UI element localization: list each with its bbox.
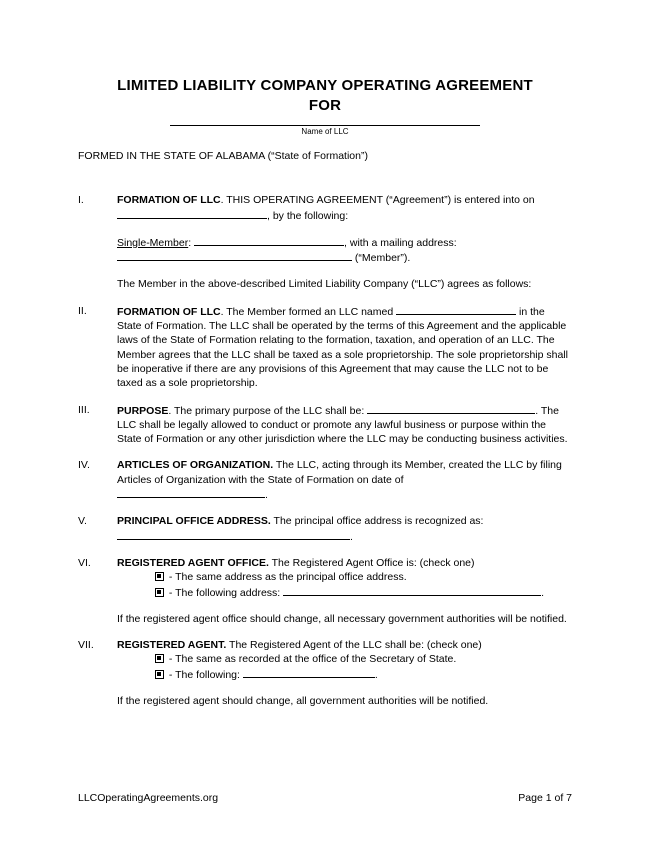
section-text: . The Member formed an LLC named xyxy=(220,305,397,318)
paragraph xyxy=(117,458,572,502)
section-numeral: IV. xyxy=(78,459,90,472)
name-of-llc-caption: Name of LLC xyxy=(301,127,349,136)
paragraph xyxy=(117,514,572,544)
section-numeral: VI. xyxy=(78,556,91,569)
section-heading: PRINCIPAL OFFICE ADDRESS. xyxy=(117,515,271,528)
option-label: - The following address: xyxy=(166,586,284,599)
option-label: - The same address as the principal office address. xyxy=(166,571,407,584)
section-text: . xyxy=(350,530,353,543)
option-same-as-secretary-of-state xyxy=(117,652,572,666)
section-heading: REGISTERED AGENT OFFICE. xyxy=(117,556,269,569)
section-text: : xyxy=(188,236,195,249)
llc-name-blank[interactable] xyxy=(396,304,516,315)
section-text: . The LLC shall be legally allowed to conduct or promote any lawful business or purpose within the State of Formation or any other jurisdiction where the LLC may be conducting business activities. xyxy=(117,404,568,446)
section-i-formation-of-llc xyxy=(78,193,572,291)
articles-filing-date-blank[interactable] xyxy=(117,487,265,498)
paragraph xyxy=(117,403,572,447)
option-following-agent xyxy=(117,667,572,682)
section-ii-formation-of-llc xyxy=(78,304,572,391)
section-text: , by the following: xyxy=(267,209,349,222)
section-heading: FORMATION OF LLC xyxy=(117,305,221,318)
title-line-2: FOR xyxy=(308,97,342,114)
section-text: (“Member”). xyxy=(352,252,411,265)
option-label: . xyxy=(374,668,378,681)
document-title xyxy=(78,76,572,116)
section-text: The Registered Agent Office is: (check one) xyxy=(268,556,475,569)
section-heading: REGISTERED AGENT. xyxy=(117,639,227,652)
section-iv-articles-of-organization xyxy=(78,458,572,502)
checkbox-icon[interactable] xyxy=(155,654,164,663)
mailing-address-blank[interactable] xyxy=(117,250,352,261)
paragraph: If the registered agent should change, all government authorities will be notified. xyxy=(117,695,489,708)
agreement-date-blank[interactable] xyxy=(117,208,267,219)
checkbox-icon[interactable] xyxy=(155,572,164,581)
paragraph xyxy=(117,235,572,266)
option-same-as-principal-office xyxy=(117,570,572,584)
state-of-formation-line: FORMED IN THE STATE OF ALABAMA (“State of Formation”) xyxy=(78,150,368,162)
section-heading: FORMATION OF LLC xyxy=(117,194,221,207)
section-numeral: V. xyxy=(78,515,87,528)
section-text: The LLC, acting through its Member, created the LLC by filing Articles of Organization with the State of Formation on date of xyxy=(117,459,562,486)
section-text: in the State of Formation. The LLC shall be operated by the terms of this Agreement and the applicable laws of the State of Formation relating to the formation, taxation, and operation of an LLC. The Member agrees that the LLC shall be taxed as a sole proprietorship. The sole proprietorship shall be inoperative if there are any provisions of this Agreement that may cause the LLC not to be taxed as a sole proprietorship. xyxy=(117,305,568,390)
section-numeral: II. xyxy=(78,304,87,317)
paragraph: The Member in the above-described Limited Liability Company (“LLC”) agrees as follows: xyxy=(117,278,532,291)
paragraph xyxy=(117,556,572,570)
checkbox-icon[interactable] xyxy=(155,670,164,679)
section-text: . THIS OPERATING AGREEMENT (“Agreement”) is entered into on xyxy=(220,194,535,207)
page-footer xyxy=(78,791,572,805)
section-heading: PURPOSE xyxy=(117,404,169,417)
paragraph xyxy=(117,304,572,391)
registered-agent-office-address-blank[interactable] xyxy=(283,585,541,596)
single-member-label: Single-Member xyxy=(117,236,189,249)
section-vii-registered-agent xyxy=(78,638,572,708)
checkbox-icon[interactable] xyxy=(155,588,164,597)
section-text: , with a mailing address: xyxy=(344,236,457,249)
section-iii-purpose xyxy=(78,403,572,447)
option-label: - The same as recorded at the office of the Secretary of State. xyxy=(166,653,457,666)
paragraph: If the registered agent office should change, all necessary government authorities will be notified. xyxy=(117,612,567,625)
section-heading: ARTICLES OF ORGANIZATION. xyxy=(117,459,274,472)
title-line-1: LIMITED LIABILITY COMPANY OPERATING AGREEMENT xyxy=(117,77,533,94)
option-following-address xyxy=(117,585,572,600)
footer-page-number: Page 1 of 7 xyxy=(518,791,572,804)
section-text: The Registered Agent of the LLC shall be: (check one) xyxy=(226,639,482,652)
principal-office-address-blank[interactable] xyxy=(117,529,350,540)
paragraph xyxy=(117,193,572,223)
paragraph xyxy=(117,638,572,652)
section-numeral: VII. xyxy=(78,639,94,652)
section-numeral: I. xyxy=(78,194,84,207)
purpose-blank[interactable] xyxy=(367,403,535,414)
section-v-principal-office-address xyxy=(78,514,572,544)
footer-website: LLCOperatingAgreements.org xyxy=(78,791,219,804)
registered-agent-name-blank[interactable] xyxy=(243,667,375,678)
section-text: . The primary purpose of the LLC shall be: xyxy=(168,404,368,417)
option-label: - The following: xyxy=(166,668,243,681)
option-label: . xyxy=(541,586,545,599)
section-text: . xyxy=(265,489,268,502)
name-of-llc-blank[interactable] xyxy=(170,124,480,126)
sections xyxy=(78,193,572,708)
member-name-blank[interactable] xyxy=(194,235,344,246)
section-vi-registered-agent-office xyxy=(78,556,572,626)
section-numeral: III. xyxy=(78,403,90,416)
section-text: The principal office address is recognized as: xyxy=(270,515,484,528)
